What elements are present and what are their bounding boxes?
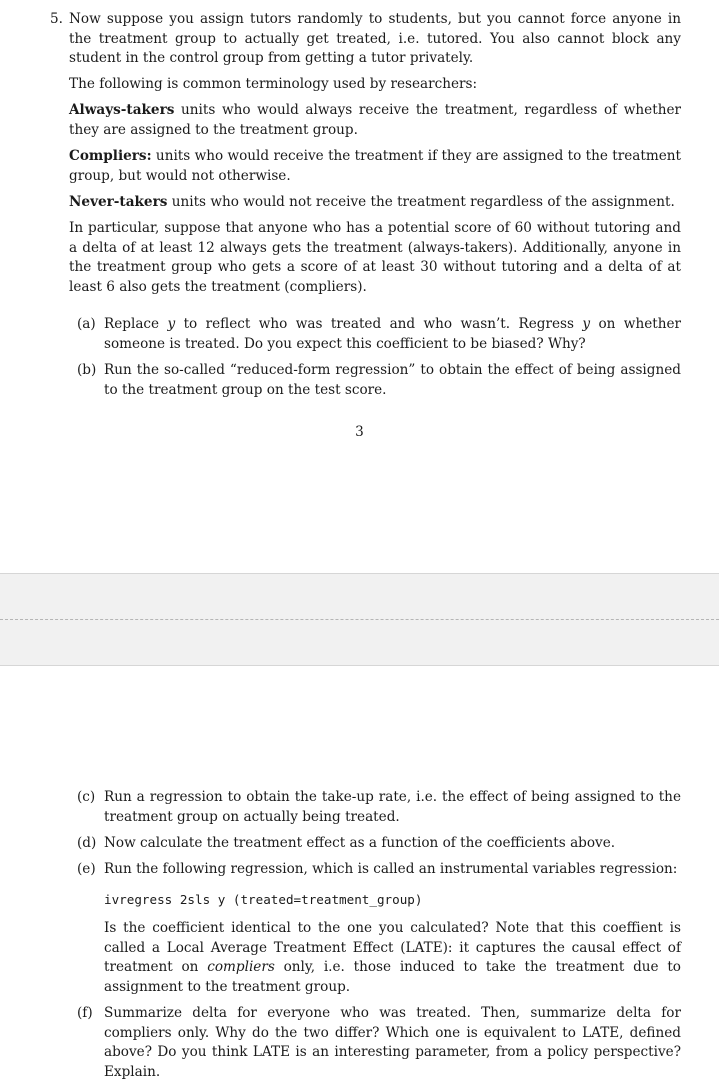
terminology-lead: The following is common terminology used by researchers: [69, 76, 478, 92]
term-definition: units who would receive the treatment if they are assigned to the treatment group, but would not otherwise. [69, 148, 681, 184]
part-a-label: (a) [77, 316, 96, 332]
part-a-text-1: Replace [104, 316, 168, 332]
term-compliers [69, 147, 681, 186]
question-number: 5. [50, 11, 63, 27]
part-a-text-3: on whether someone is treated. Do you expect this coefficient to be biased? Why? [104, 316, 681, 352]
term-definition: units who would always receive the treatment, regardless of whether they are assigned to the treatment group. [69, 102, 681, 138]
code-block: ivregress 2sls y (treated=treatment_group) [104, 892, 423, 907]
part-a-text-2: to reflect who was treated and who wasn’t. Regress [175, 316, 583, 332]
part-f-label: (f) [77, 1005, 93, 1021]
part-e-text: Run the following regression, which is called an instrumental variables regression: [104, 861, 678, 877]
term-always-takers [69, 101, 681, 140]
part-b-label: (b) [77, 362, 97, 378]
term-label: Always-takers [69, 102, 175, 118]
page-4 [0, 666, 719, 1080]
question-intro: Now suppose you assign tutors randomly to students, but you cannot force anyone in the treatment group to actually get treated, i.e. tutored. You also cannot block any student in the control group from getting a tutor privately. [69, 11, 681, 67]
part-e-followup-1: Is the coefficient identical to the one you calculated? Note that this coeffient is called a Local Average Treatment Effect (LATE): it captures the causal effect of treatment on [104, 920, 681, 976]
part-c-text: Run a regression to obtain the take-up rate, i.e. the effect of being assigned to the treatment group on actually being treated. [104, 789, 681, 825]
page-number: 3 [355, 424, 364, 440]
part-c-label: (c) [77, 789, 96, 805]
part-b-text: Run the so-called “reduced-form regression” to obtain the effect of being assigned to the treatment group on the test score. [104, 362, 681, 398]
part-a-text [104, 315, 681, 354]
part-d-text: Now calculate the treatment effect as a function of the coefficients above. [104, 835, 616, 851]
part-e-followup [104, 919, 681, 997]
part-e-label: (e) [77, 861, 96, 877]
term-never-takers [69, 193, 681, 213]
page-separator [0, 619, 719, 620]
term-label: Never-takers [69, 194, 168, 210]
emphasis-compliers: compliers [207, 959, 275, 976]
part-d-label: (d) [77, 835, 97, 851]
particular-paragraph: In particular, suppose that anyone who has a potential score of 60 without tutoring and a delta of at least 12 always gets the treatment (always-takers). Additionally, anyone in the treatment group who gets a score of at least 30 without tutoring and a delta of at least 6 also gets the treatment (compliers). [69, 220, 681, 295]
part-f-text: Summarize delta for everyone who was treated. Then, summarize delta for compliers only. Why do the two differ? Which one is equivalent to LATE, defined above? Do you think LATE is an interesting parameter, from a policy perspective? Explain. [104, 1005, 681, 1080]
page-gap [0, 573, 719, 666]
term-definition: units who would not receive the treatment regardless of the assignment. [167, 194, 675, 210]
part-e-followup-2: only, i.e. those induced to take the treatment due to assignment to the treatment group. [104, 959, 681, 995]
term-label: Compliers: [69, 148, 152, 164]
var-y: y [582, 316, 591, 332]
var-y: y [167, 316, 176, 332]
